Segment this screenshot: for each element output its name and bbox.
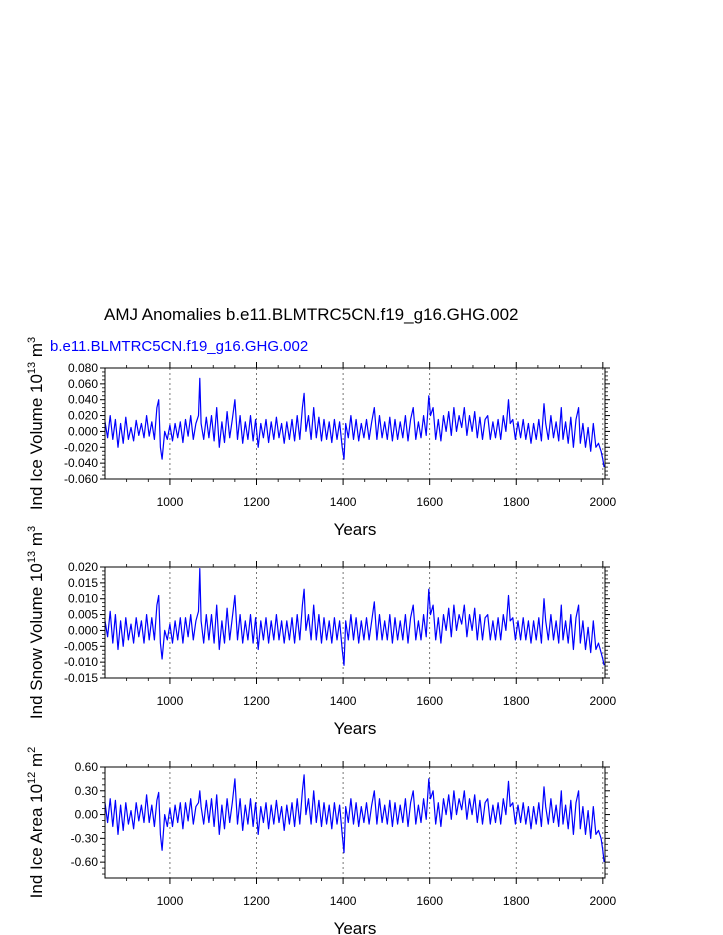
- xtick-label-1400: 1400: [329, 495, 357, 509]
- xaxis-title-2: Years: [333, 719, 377, 738]
- yaxis-title-2: Ind Snow Volume $10^{13}$ $m^3$: [26, 525, 46, 720]
- ytick-label: 0.020: [67, 408, 98, 423]
- ytick-label: -0.020: [63, 440, 98, 455]
- xtick-label-1200: 1200: [243, 894, 270, 908]
- ytick-label: -0.040: [63, 456, 98, 471]
- xtick-label-1800: 1800: [502, 495, 530, 509]
- ytick-label: -0.30: [70, 831, 98, 846]
- ytick-label: 0.010: [67, 591, 98, 606]
- series-run-label: b.e11.BLMTRC5CN.f19_g16.GHG.002: [50, 338, 309, 355]
- ytick-label: -0.010: [63, 655, 98, 670]
- xtick-label-1200: 1200: [243, 694, 270, 708]
- xtick-label-1400: 1400: [329, 694, 357, 708]
- ytick-label: 0.000: [67, 424, 98, 439]
- xtick-label-1600: 1600: [416, 894, 444, 908]
- ytick-label: 0.015: [67, 575, 98, 590]
- ytick-label: 0.00: [74, 807, 98, 822]
- xtick-label-2000: 2000: [589, 894, 617, 908]
- xtick-label-1800: 1800: [502, 694, 530, 708]
- ytick-label: -0.015: [63, 671, 98, 685]
- xtick-label-1400: 1400: [329, 894, 357, 908]
- ytick-label: 0.000: [67, 623, 98, 638]
- xtick-label-1200: 1200: [243, 495, 270, 509]
- series-line-3-0: [105, 775, 604, 862]
- ytick-label: 0.060: [67, 376, 98, 391]
- ytick-label: -0.005: [63, 639, 98, 654]
- ytick-label: 0.020: [67, 560, 98, 574]
- ytick-label: -0.060: [63, 472, 98, 486]
- ytick-label: 0.30: [74, 783, 98, 798]
- xtick-label-1000: 1000: [156, 495, 184, 509]
- ytick-label: 0.080: [67, 361, 98, 375]
- chart-main-title: AMJ Anomalies b.e11.BLMTRC5CN.f19_g16.GHG.002: [104, 305, 519, 324]
- ytick-label: -0.60: [70, 855, 98, 870]
- xtick-label-1600: 1600: [416, 495, 444, 509]
- yaxis-title-3: Ind Ice Area $10^{12}$ $m^2$: [26, 746, 46, 899]
- xtick-label-1000: 1000: [156, 694, 184, 708]
- ytick-label: 0.60: [74, 760, 98, 774]
- series-line-1-0: [105, 378, 604, 467]
- xtick-label-2000: 2000: [589, 495, 617, 509]
- series-line-2-0: [105, 569, 604, 666]
- xtick-label-1000: 1000: [156, 894, 184, 908]
- xaxis-title-3: Years: [333, 919, 377, 935]
- ytick-label: 0.040: [67, 392, 98, 407]
- xtick-label-1800: 1800: [502, 894, 530, 908]
- yaxis-title-1: Ind Ice Volume $10^{13}$ $m^3$: [26, 336, 46, 511]
- ytick-label: 0.005: [67, 607, 98, 622]
- xtick-label-2000: 2000: [589, 694, 617, 708]
- xtick-label-1600: 1600: [416, 694, 444, 708]
- xaxis-title-1: Years: [333, 520, 377, 539]
